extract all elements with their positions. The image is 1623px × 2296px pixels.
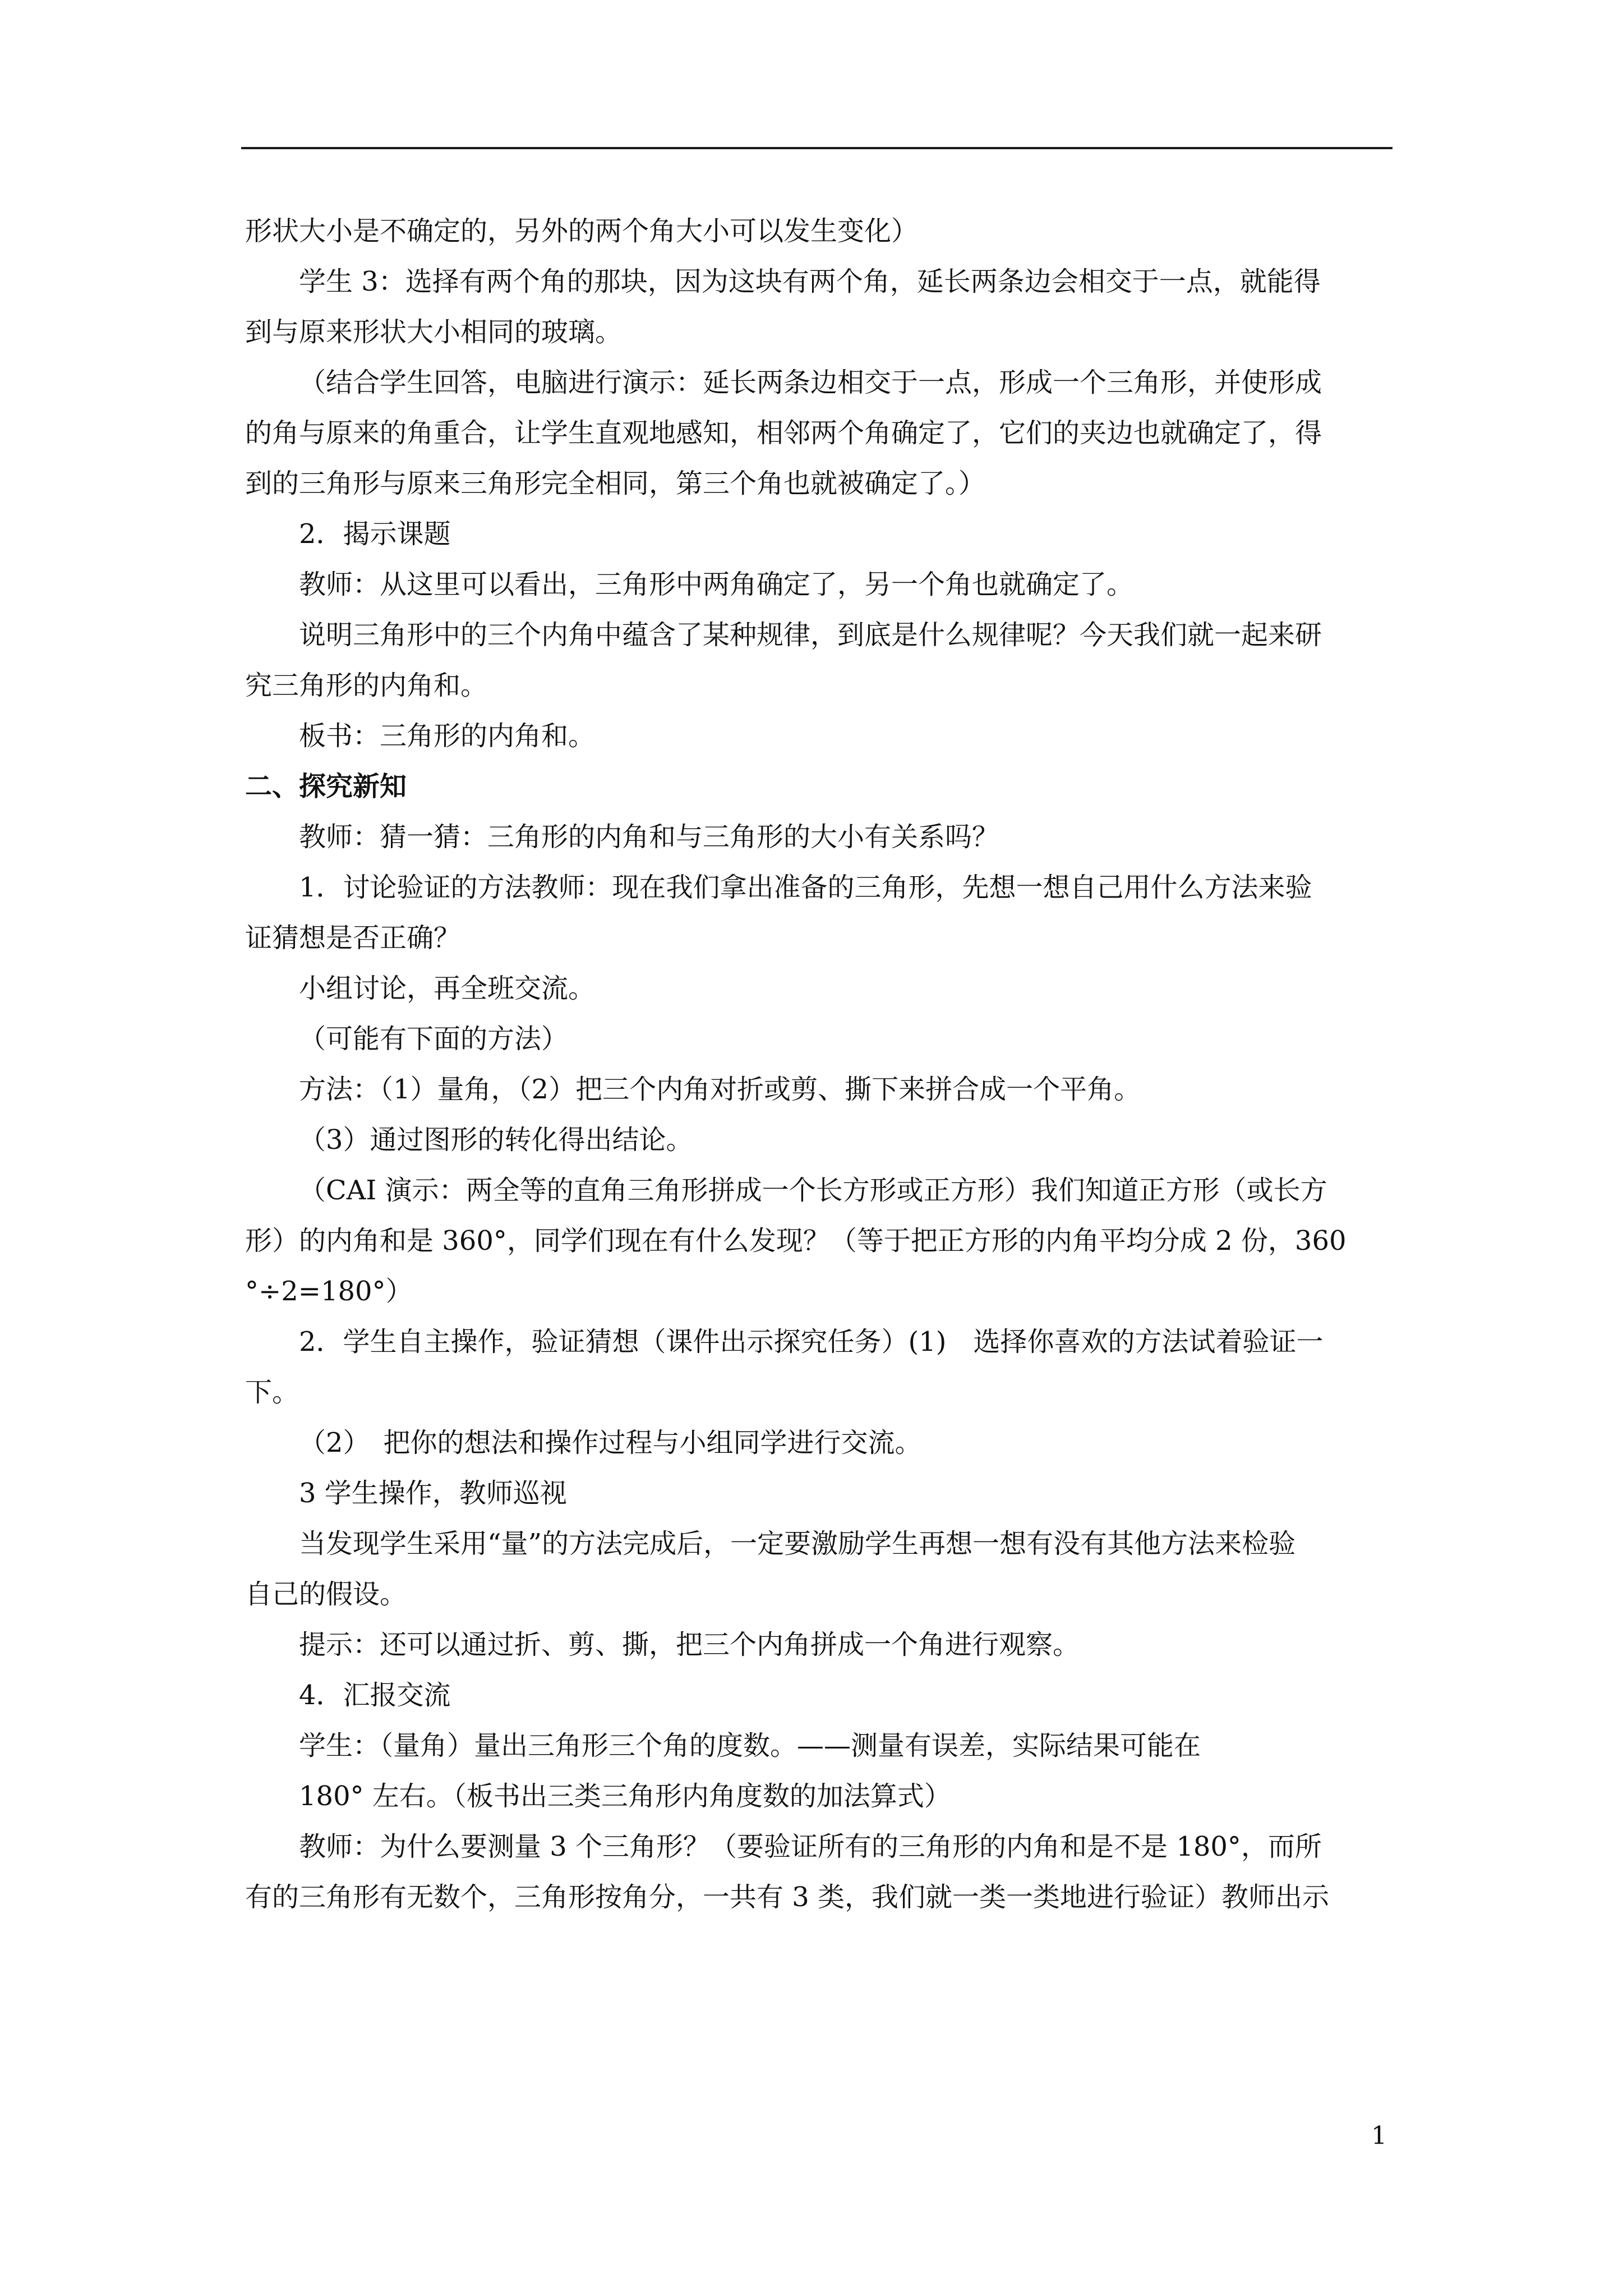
text-line: 学生：（量角）量出三角形三个角的度数。——测量有误差，实际结果可能在 — [299, 1730, 1201, 1761]
text-line: 说明三角形中的三个内角中蕴含了某种规律，到底是什么规律呢？今天我们就一起来研 — [299, 619, 1322, 651]
text-line: 到的三角形与原来三角形完全相同，第三个角也就被确定了。） — [245, 468, 986, 499]
text-line: 3 学生操作，教师巡视 — [299, 1478, 567, 1509]
text-line: 4．汇报交流 — [299, 1680, 451, 1711]
text-line: 的角与原来的角重合，让学生直观地感知，相邻两个角确定了，它们的夹边也就确定了，得 — [245, 417, 1322, 449]
text-line: 学生 3：选择有两个角的那块，因为这块有两个角，延长两条边会相交于一点，就能得 — [299, 266, 1321, 297]
text-line: 小组讨论，再全班交流。 — [299, 973, 596, 1004]
text-line: 教师：从这里可以看出，三角形中两角确定了，另一个角也就确定了。 — [299, 569, 1134, 600]
text-line: 当发现学生采用“量”的方法完成后，一定要激励学生再想一想有没有其他方法来检验 — [299, 1528, 1296, 1559]
text-line: 有的三角形有无数个，三角形按角分，一共有 3 类，我们就一类一类地进行验证）教师出示 — [245, 1881, 1330, 1913]
text-line: 方法：（1）量角，（2）把三个内角对折或剪、撕下来拼合成一个平角。 — [299, 1074, 1141, 1105]
section-heading: 二、探究新知 — [245, 771, 407, 802]
text-line: 形）的内角和是 360°，同学们现在有什么发现？（等于把正方形的内角平均分成 2 份，360 — [245, 1225, 1347, 1257]
text-line: 2．学生自主操作，验证猜想（课件出示探究任务）(1) 选择你喜欢的方法试着验证一 — [299, 1326, 1324, 1358]
text-line: （可能有下面的方法） — [299, 1023, 569, 1055]
text-line: 究三角形的内角和。 — [245, 670, 488, 701]
text-line: 自己的假设。 — [245, 1579, 407, 1610]
header-rule — [241, 147, 1393, 149]
text-line: （3）通过图形的转化得出结论。 — [299, 1124, 693, 1156]
text-line: 1．讨论验证的方法教师：现在我们拿出准备的三角形，先想一想自己用什么方法来验 — [299, 872, 1312, 903]
text-line: （2） 把你的想法和操作过程与小组同学进行交流。 — [299, 1427, 922, 1458]
text-line: （结合学生回答，电脑进行演示：延长两条边相交于一点，形成一个三角形，并使形成 — [299, 367, 1322, 398]
text-line: （CAI 演示：两全等的直角三角形拼成一个长方形或正方形）我们知道正方形（或长方 — [299, 1175, 1327, 1206]
text-line: °÷2=180°） — [245, 1276, 413, 1307]
text-line: 下。 — [245, 1377, 299, 1408]
page-number: 1 — [1371, 2122, 1387, 2150]
text-line: 180° 左右。（板书出三类三角形内角度数的加法算式） — [299, 1780, 951, 1812]
text-line: 形状大小是不确定的，另外的两个角大小可以发生变化） — [245, 215, 919, 247]
text-line: 2．揭示课题 — [299, 518, 451, 550]
text-line: 教师：猜一猜：三角形的内角和与三角形的大小有关系吗？ — [299, 821, 999, 853]
text-line: 到与原来形状大小相同的玻璃。 — [245, 316, 623, 348]
text-line: 提示：还可以通过折、剪、撕，把三个内角拼成一个角进行观察。 — [299, 1629, 1080, 1660]
text-line: 证猜想是否正确？ — [245, 922, 461, 954]
text-line: 教师：为什么要测量 3 个三角形？（要验证所有的三角形的内角和是不是 180°，而所 — [299, 1831, 1322, 1862]
text-line: 板书：三角形的内角和。 — [299, 720, 596, 752]
